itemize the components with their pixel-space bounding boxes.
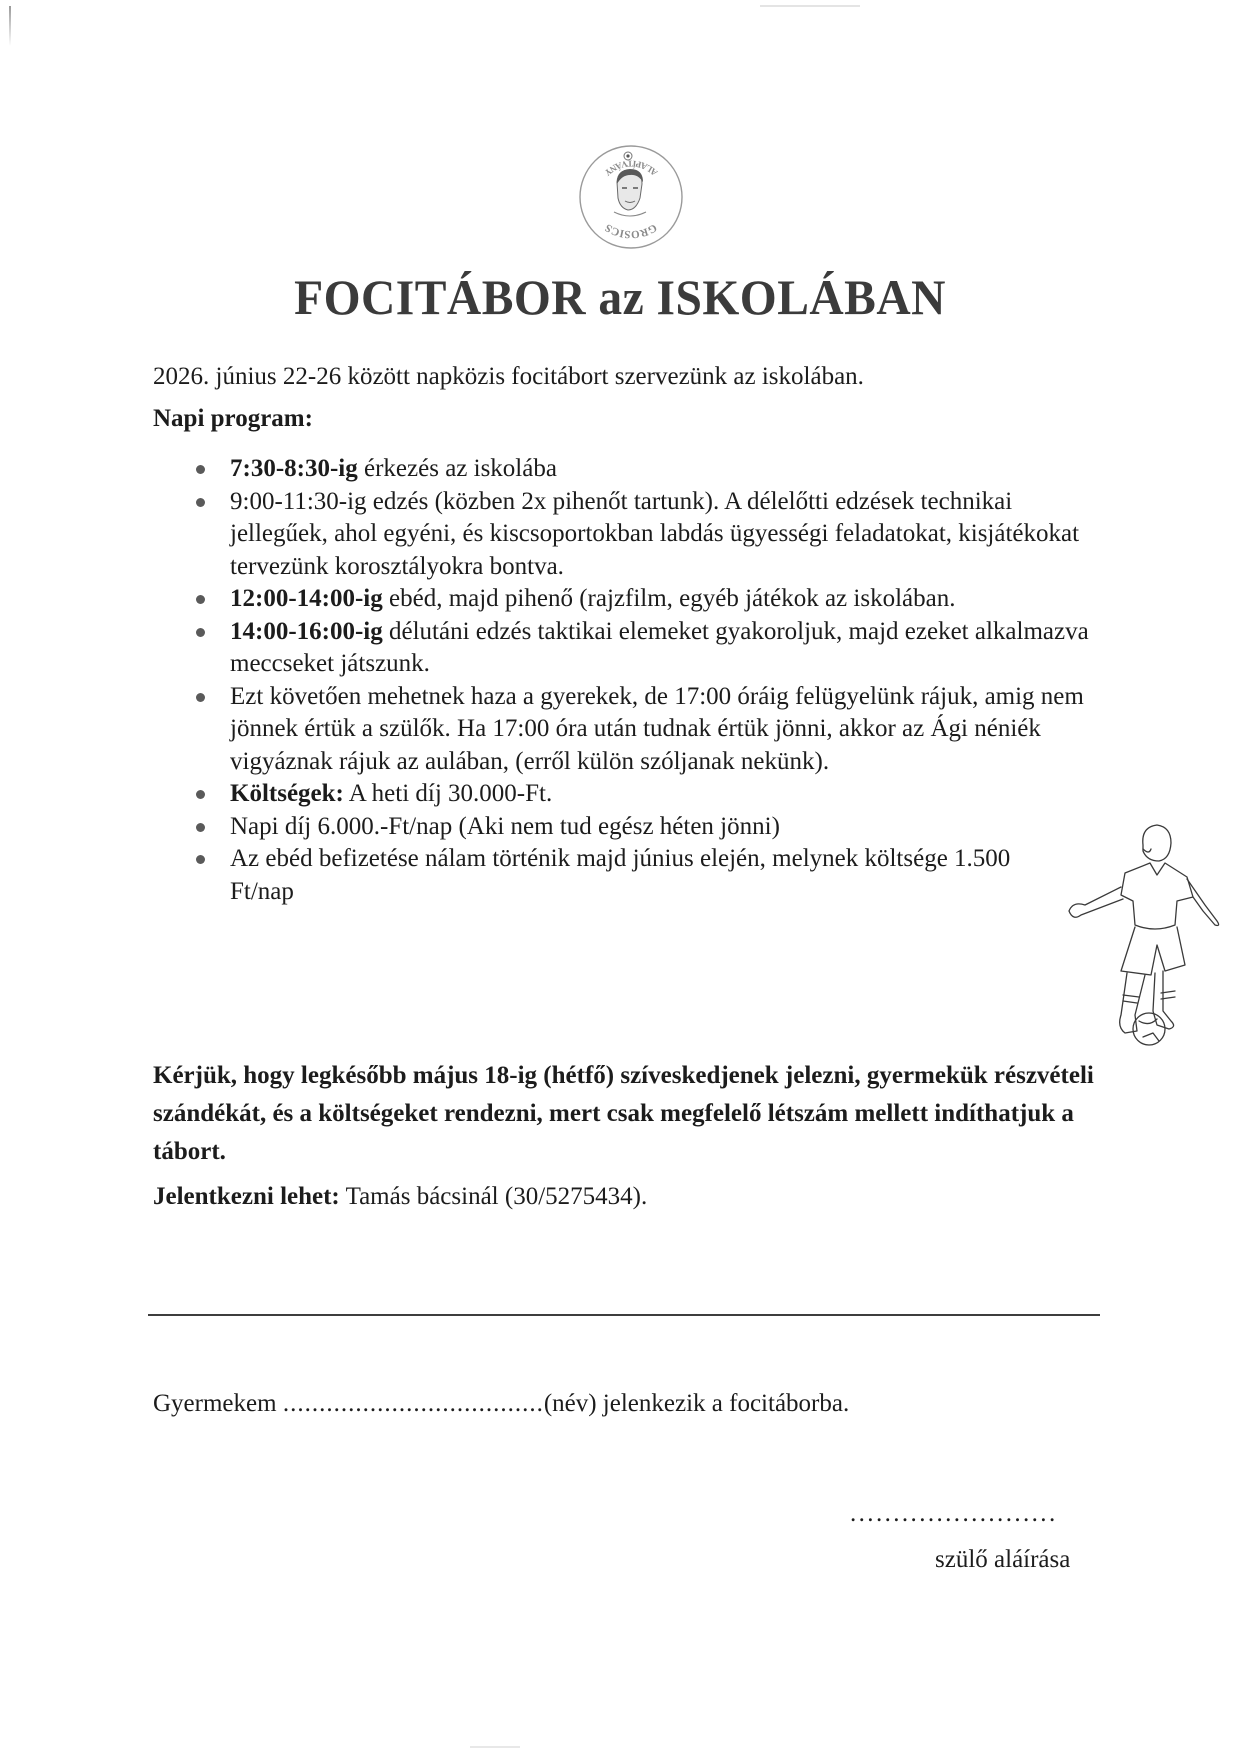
- signup-suffix: (név) jelenkezik a focitáborba.: [543, 1390, 850, 1417]
- daily-program-list: [190, 453, 1090, 908]
- bullet-icon: [196, 595, 205, 604]
- signup-line: [153, 1390, 849, 1418]
- item-text: 9:00-11:30-ig edzés (közben 2x pihenőt tartunk). A délelőtti edzések technikai jellegűek, ahol egyéni, és kiscsoportokban labdás ügyességi feladatokat, kisjátékokat tervezünk korosztályokra bontva.: [230, 487, 1080, 580]
- page-title: FOCITÁBOR az ISKOLÁBAN: [294, 269, 946, 325]
- item-text: ebéd, majd pihenő (rajzfilm, egyéb játékok az iskolában.: [382, 585, 956, 612]
- bullet-icon: [196, 855, 205, 864]
- item-text: Az ebéd befizetése nálam történik majd június elején, melynek költsége 1.500 Ft/nap: [230, 845, 1011, 905]
- bullet-icon: [196, 790, 205, 799]
- item-text: érkezés az iskolába: [357, 455, 557, 482]
- bullet-icon: [196, 823, 205, 832]
- item-bold: 7:30-8:30-ig: [230, 455, 358, 482]
- program-heading: Napi program:: [153, 405, 313, 432]
- notice-text: Kérjük, hogy legkésőbb május 18-ig (hétfő) szíveskedjenek jelezni, gyermekük részvételi szándékát, és a költségeket rendezni, mert csak megfelelő létszám mellett indíthatjuk a tábort.: [153, 1062, 1094, 1165]
- scan-edge-mark: [9, 6, 11, 46]
- child-name-field[interactable]: ....................................: [282, 1390, 544, 1417]
- list-item: [190, 486, 1090, 584]
- list-item: [190, 453, 1090, 486]
- parent-signature-field[interactable]: ........................: [850, 1500, 1058, 1527]
- scan-smudge: [760, 5, 860, 7]
- logo-top-text: GROSICS: [603, 221, 659, 241]
- club-emblem-icon: [572, 142, 690, 252]
- contact-label: Jelentkezni lehet:: [153, 1183, 340, 1210]
- bullet-icon: [196, 465, 205, 474]
- scan-smudge: [470, 1746, 520, 1748]
- list-item: [190, 583, 1090, 616]
- svg-text:GROSICS: [603, 221, 659, 240]
- item-text: Napi díj 6.000.-Ft/nap (Aki nem tud egész héten jönni): [230, 812, 780, 840]
- item-bold: 12:00-14:00-ig: [230, 585, 383, 612]
- contact-line: [153, 1183, 647, 1211]
- list-item: [190, 843, 1060, 908]
- item-text: Ezt követően mehetnek haza a gyerekek, de 17:00 óráig felügyelünk rájuk, amig nem jönnek értük a szülők. Ha 17:00 óra után tudnak értük jönni, akkor az Ági néniék vigyáznak rájuk az aulában, (erről külön szóljanak nekünk).: [230, 682, 1084, 775]
- list-item: [190, 616, 1090, 681]
- signature-label: szülő aláírása: [935, 1546, 1071, 1573]
- intro-text: 2026. június 22-26 között napközis focitábort szervezünk az iskolában.: [153, 363, 864, 390]
- bullet-icon: [196, 693, 205, 702]
- list-item: [190, 778, 1090, 811]
- item-text: délutáni edzés taktikai elemeket gyakoroljuk, majd ezeket alkalmazva meccseket játszunk.: [230, 617, 1089, 677]
- item-text: A heti díj 30.000-Ft.: [343, 780, 553, 807]
- contact-value: Tamás bácsinál (30/5275434).: [339, 1183, 648, 1210]
- signup-prefix: Gyermekem: [153, 1390, 283, 1417]
- list-item: [190, 811, 1090, 844]
- soccer-player-sketch-icon: [1025, 815, 1230, 1055]
- item-bold: 14:00-16:00-ig: [230, 617, 383, 645]
- item-bold: Költségek:: [230, 780, 344, 807]
- logo-bottom-text: ALAPÍTVÁNY: [602, 158, 660, 178]
- list-item: [190, 681, 1090, 779]
- cut-line-divider: [148, 1314, 1100, 1316]
- bullet-icon: [196, 498, 205, 507]
- bullet-icon: [196, 628, 205, 637]
